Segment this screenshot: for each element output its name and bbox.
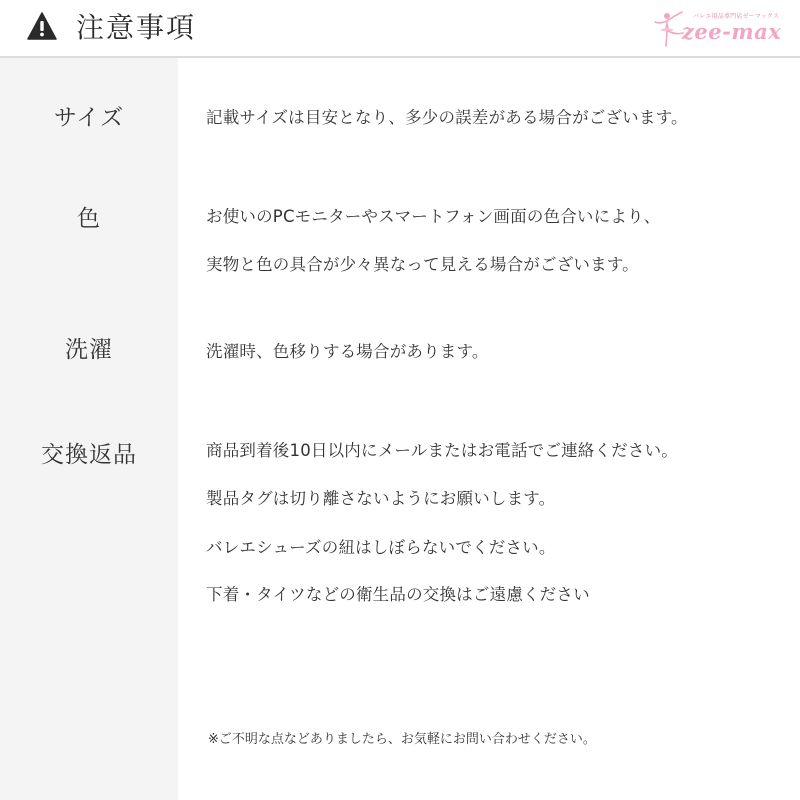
section-color-line: お使いのPCモニターやスマートフォン画面の色合いにより、 [206,207,661,226]
warning-icon [27,12,57,40]
section-label-color: 色 [77,206,101,232]
page-title: 注意事項 [76,11,197,44]
section-label-washing: 洗濯 [65,337,113,363]
section-label-size: サイズ [53,105,125,131]
section-exchange-line: 商品到着後10日以内にメールまたはお電話でご連絡ください。 [206,441,678,460]
section-exchange-line: 製品タグは切り離さないようにお願いします。 [206,489,556,508]
section-exchange-line: 下着・タイツなどの衛生品の交換はご遠慮ください [206,585,590,604]
footer-note: ※ご不明な点などありましたら、お気軽にお問い合わせください。 [208,732,596,747]
logo-brand-name: zee-max [682,19,782,44]
section-label-exchange: 交換返品 [41,442,137,468]
section-washing-line: 洗濯時、色移りする場合があります。 [206,342,489,361]
section-exchange-line: バレエシューズの紐はしぼらないでください。 [206,538,556,557]
header [0,0,800,56]
section-color-line: 実物と色の具合が少々異なって見える場合がございます。 [206,255,639,274]
section-size-line: 記載サイズは目安となり、多少の誤差がある場合がございます。 [206,108,688,127]
logo-tagline: バレエ用品専門店ゼーマックス [693,13,780,20]
label-column [0,58,178,800]
